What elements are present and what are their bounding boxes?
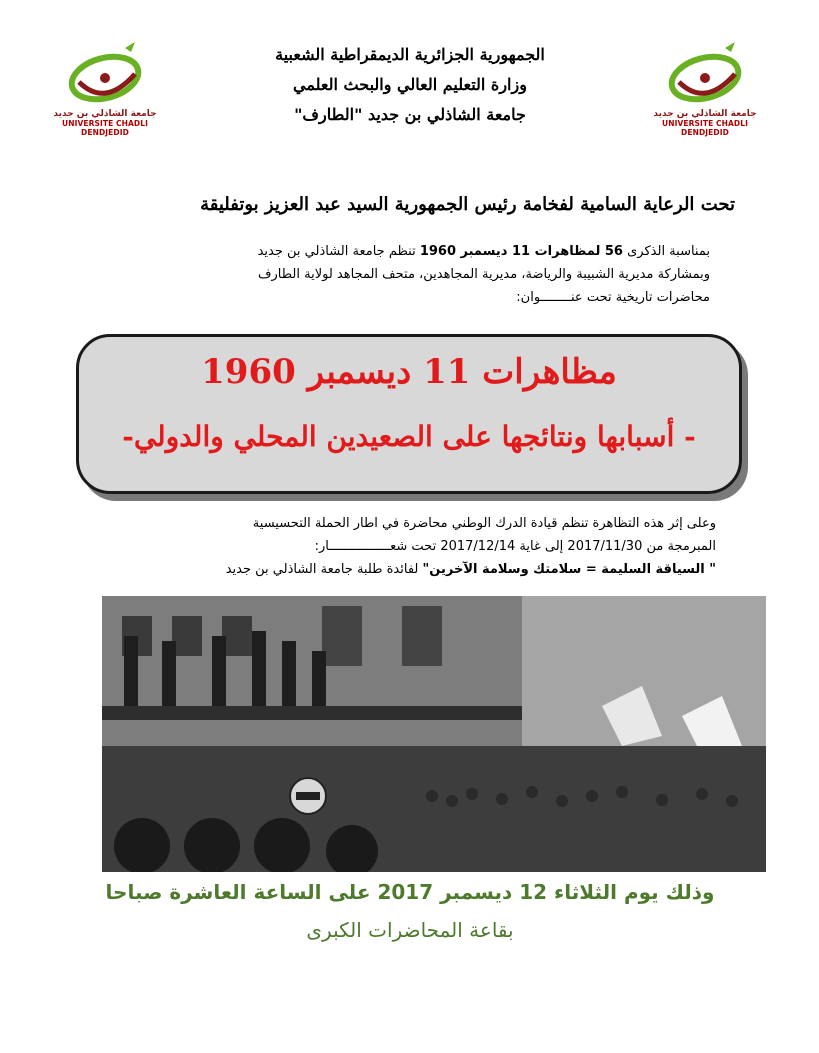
- body-line-1: وعلى إثر هذه التظاهرة تنظم قيادة الدرك الوطني محاضرة في اطار الحملة التحسيسية: [252, 516, 716, 531]
- intro-line-1-end: تنظم جامعة الشاذلي بن جديد: [257, 244, 420, 259]
- logo-french-caption: UNIVERSITE CHADLI DENDJEDID: [662, 119, 748, 137]
- university-logo-right: [640, 38, 770, 138]
- logo-arabic-caption: جامعة الشاذلي بن جديد: [653, 109, 757, 119]
- intro-paragraph: [100, 240, 710, 309]
- body-line-2: المبرمجة من 2017/11/30 إلى غاية 2017/12/14 تحت شعــــــــــــــــار:: [314, 539, 716, 554]
- title-main: مظاهرات 11 ديسمبر 1960: [201, 352, 617, 392]
- intro-line-3: محاضرات تاريخية تحت عنــــــــوان:: [516, 290, 710, 305]
- patronage-line: تحت الرعاية السامية لفخامة رئيس الجمهورية السيد عبد العزيز بوتفليقة: [200, 194, 735, 215]
- body-line-3-end: لفائدة طلبة جامعة الشاذلي بن جديد: [225, 562, 423, 577]
- logo-french-caption: UNIVERSITE CHADLI DENDJEDID: [62, 119, 148, 137]
- intro-line-1-bold: 56 لمظاهرات 11 ديسمبر 1960: [419, 244, 623, 259]
- campaign-slogan: " السياقة السليمة = سلامتك وسلامة الآخرين": [422, 562, 716, 577]
- event-venue: بقاعة المحاضرات الكبرى: [306, 918, 514, 942]
- intro-line-1: [100, 240, 710, 263]
- body-paragraph: [100, 512, 716, 581]
- intro-line-2: وبمشاركة مديرية الشبيبة والرياضة، مديرية المجاهدين، متحف المجاهد لولاية الطارف: [258, 267, 710, 282]
- title-subtitle: - أسبابها ونتائجها على الصعيدين المحلي والدولي-: [122, 420, 696, 453]
- demonstration-photo-image: [102, 596, 766, 872]
- university-emblem-icon: [665, 38, 745, 108]
- historical-demonstration-photo: [102, 596, 766, 872]
- university-logo-left: [40, 38, 170, 138]
- header-republic: الجمهورية الجزائرية الديمقراطية الشعبية: [275, 45, 545, 64]
- university-emblem-icon: [65, 38, 145, 108]
- header-ministry: وزارة التعليم العالي والبحث العلمي: [293, 75, 527, 94]
- header-university: جامعة الشاذلي بن جديد "الطارف": [294, 105, 526, 124]
- event-date-time: وذلك يوم الثلاثاء 12 ديسمبر 2017 على الساعة العاشرة صباحا: [105, 880, 715, 904]
- logo-arabic-caption: جامعة الشاذلي بن جديد: [53, 109, 157, 119]
- body-line-3: [100, 558, 716, 581]
- institution-header: [200, 40, 620, 130]
- intro-line-1-start: بمناسبة الذكرى: [622, 244, 710, 259]
